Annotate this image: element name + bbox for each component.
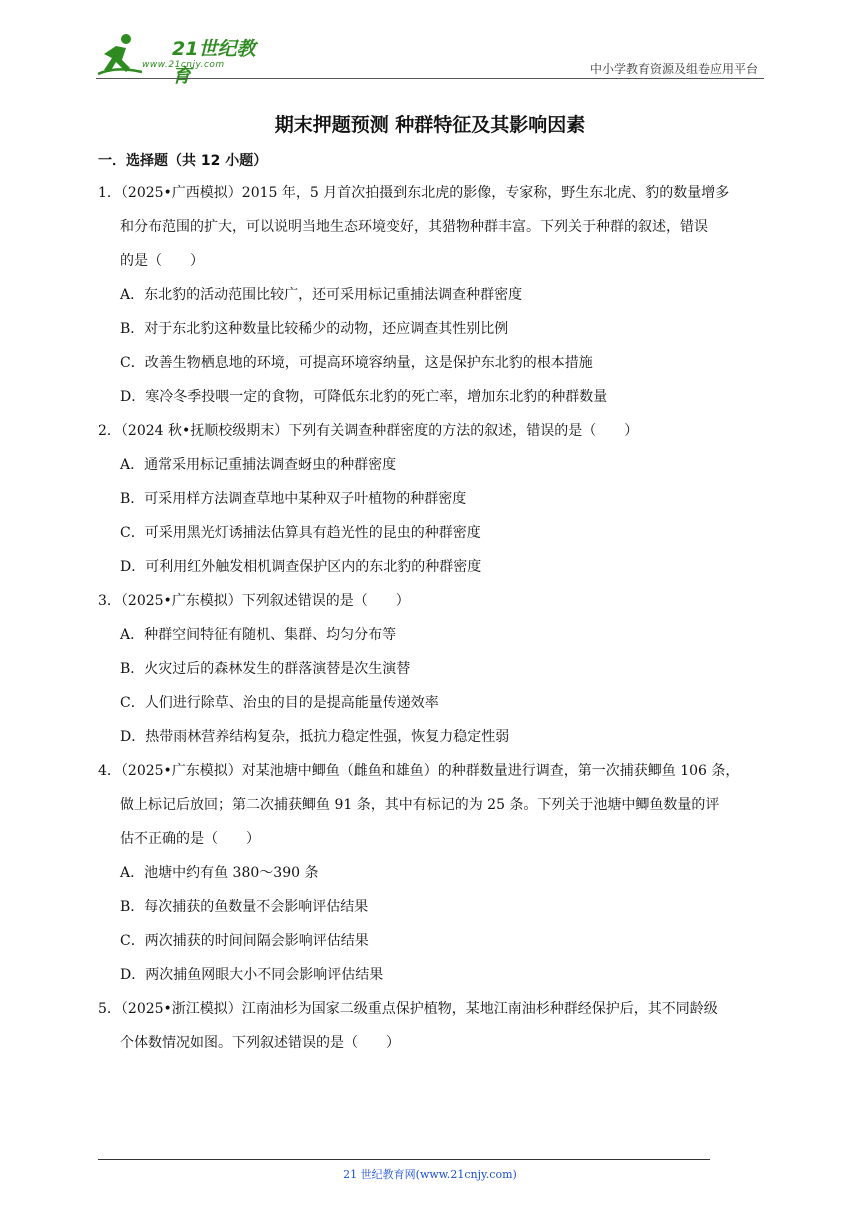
question-3-option-c: C．人们进行除草、治虫的目的是提高能量传递效率 <box>120 695 439 711</box>
question-4-option-b: B．每次捕获的鱼数量不会影响评估结果 <box>120 899 369 915</box>
platform-name: 中小学教育资源及组卷应用平台 <box>589 62 758 76</box>
question-4-line-1: 4．（2025•广东模拟）对某池塘中鲫鱼（雌鱼和雄鱼）的种群数量进行调查，第一次捕获鲫鱼 106 条， <box>98 763 740 779</box>
logo <box>96 32 256 87</box>
question-1-line-2: 和分布范围的扩大，可以说明当地生态环境变好，其猎物种群丰富。下列关于种群的叙述，错误 <box>120 219 708 235</box>
question-4-option-a: A．池塘中约有鱼 380～390 条 <box>120 865 319 881</box>
question-3-option-a: A．种群空间特征有随机、集群、均匀分布等 <box>120 627 397 643</box>
question-5-line-1: 5．（2025•浙江模拟）江南油杉为国家二级重点保护植物，某地江南油杉种群经保护后，其不同龄级 <box>98 1001 718 1017</box>
question-4-option-c: C．两次捕获的时间间隔会影响评估结果 <box>120 933 369 949</box>
question-2-option-c: C．可采用黑光灯诱捕法估算具有趋光性的昆虫的种群密度 <box>120 525 481 541</box>
runner-logo-icon <box>96 32 146 78</box>
question-3-line-1: 3．（2025•广东模拟）下列叙述错误的是（ ） <box>98 593 410 609</box>
section-heading: 一．选择题（共 12 小题） <box>98 153 268 169</box>
question-2-option-b: B．可采用样方法调查草地中某种双子叶植物的种群密度 <box>120 491 467 507</box>
header-divider <box>96 78 764 79</box>
question-1-option-a: A．东北豹的活动范围比较广，还可采用标记重捕法调查种群密度 <box>120 287 523 303</box>
question-1-line-3: 的是（ ） <box>120 253 204 269</box>
question-4-line-2: 做上标记后放回；第二次捕获鲫鱼 91 条，其中有标记的为 25 条。下列关于池塘中鲫鱼数量的评 <box>120 797 720 813</box>
question-2-option-a: A．通常采用标记重捕法调查蚜虫的种群密度 <box>120 457 397 473</box>
logo-brand: 21世纪教育 <box>172 38 256 87</box>
question-1-option-b: B．对于东北豹这种数量比较稀少的动物，还应调查其性别比例 <box>120 321 509 337</box>
logo-url: www.21cnjy.com <box>142 60 225 70</box>
page-header <box>96 30 764 87</box>
question-3-option-d: D．热带雨林营养结构复杂，抵抗力稳定性强，恢复力稳定性弱 <box>120 729 510 745</box>
question-2-line-1: 2．（2024 秋•抚顺校级期末）下列有关调查种群密度的方法的叙述，错误的是（ ） <box>98 423 639 439</box>
footer-divider <box>98 1159 710 1160</box>
question-1-option-d: D．寒冷冬季投喂一定的食物，可降低东北豹的死亡率，增加东北豹的种群数量 <box>120 389 608 405</box>
question-5-line-2: 个体数情况如图。下列叙述错误的是（ ） <box>120 1035 400 1051</box>
question-4-line-3: 估不正确的是（ ） <box>120 831 260 847</box>
question-1-option-c: C．改善生物栖息地的环境，可提高环境容纳量，这是保护东北豹的根本措施 <box>120 355 593 371</box>
question-4-option-d: D．两次捕鱼网眼大小不同会影响评估结果 <box>120 967 384 983</box>
question-1-line-1: 1．（2025•广西模拟）2015 年，5 月首次拍摄到东北虎的影像，专家称，野生东北虎、豹的数量增多 <box>98 185 730 201</box>
question-2-option-d: D．可利用红外触发相机调查保护区内的东北豹的种群密度 <box>120 559 482 575</box>
footer-link[interactable]: 21 世纪教育网(www.21cnjy.com) <box>343 1168 517 1181</box>
page-title: 期末押题预测 种群特征及其影响因素 <box>274 114 586 136</box>
question-3-option-b: B．火灾过后的森林发生的群落演替是次生演替 <box>120 661 411 677</box>
